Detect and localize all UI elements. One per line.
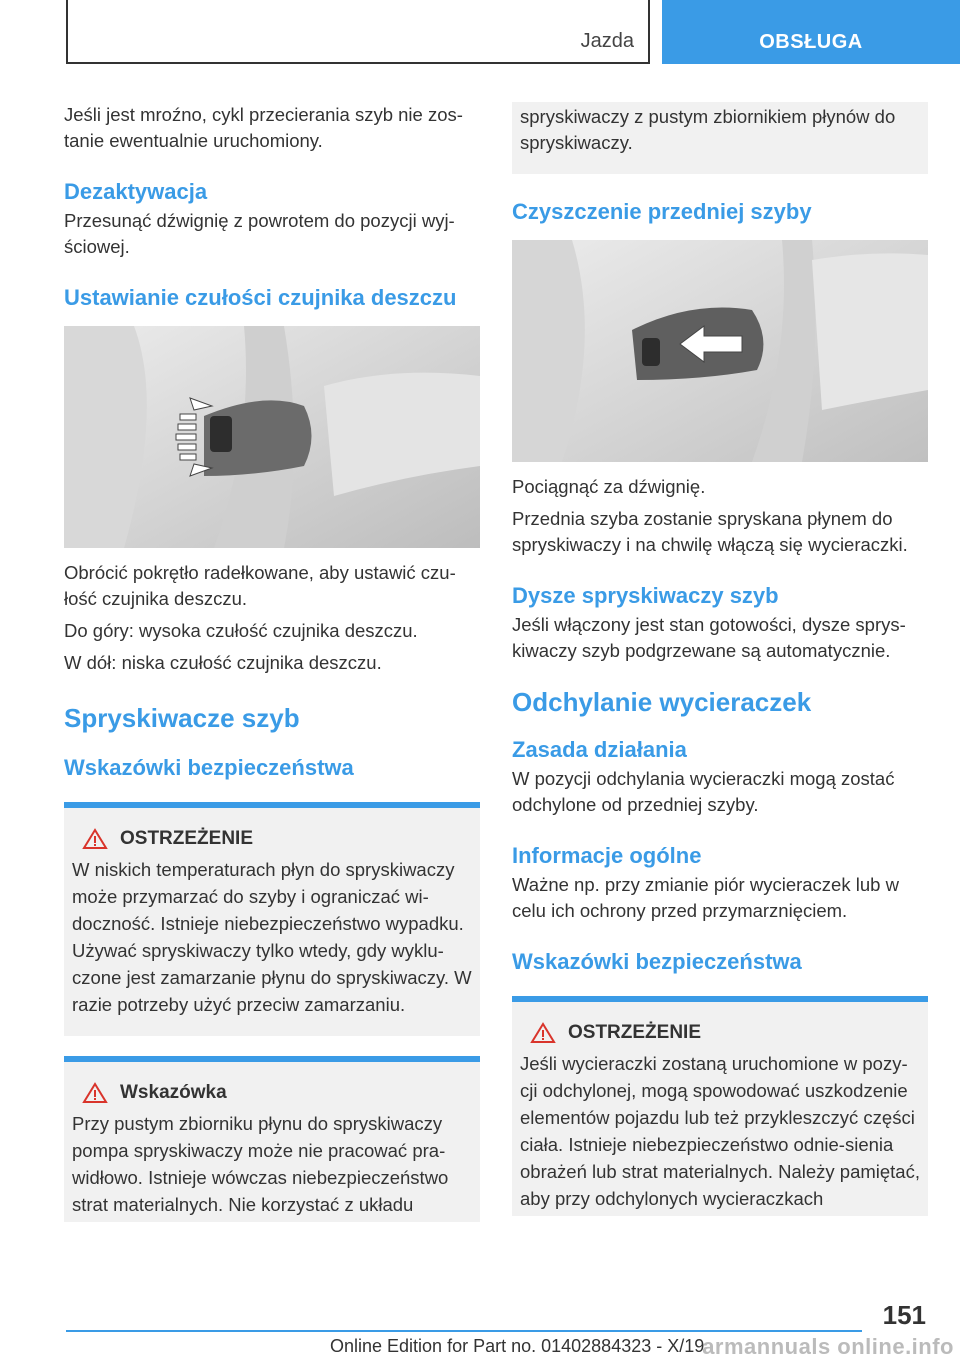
paragraph-frost: Jeśli jest mroźno, cykl przecierania szyb nie zos‐tanie ewentualnie uruchomiony. xyxy=(64,104,463,151)
paragraph-spray-result: Przednia szyba zostanie spryskana płynem do spryskiwaczy i na chwilę włączą się wycieraczki. xyxy=(512,508,908,555)
right-column xyxy=(512,102,928,1216)
warning-text-2: Jeśli wycieraczki zostaną uruchomione w pozy‐cji odchylonej, mogą spowodować uszkodzenie elementów pojazdu lub też przykleszczyć części ciała. Istnieje niebezpieczeństwo odnie‐sienia obrażeń lub strat materialnych. Należy pamiętać, aby przy odchylonych wycieraczkach xyxy=(520,1053,920,1209)
heading-deactivation: Dezaktywacja xyxy=(64,179,208,204)
heading-principle: Zasada działania xyxy=(512,737,687,762)
note-text-continued: spryskiwaczy z pustym zbiornikiem płynów do spryskiwaczy. xyxy=(520,106,896,153)
warning-triangle-icon xyxy=(82,828,108,850)
header-tab-obsluga[interactable] xyxy=(662,0,960,64)
header-frame xyxy=(66,0,650,64)
page-number: 151 xyxy=(882,1300,926,1330)
note-box-empty-tank xyxy=(64,1056,480,1222)
photo-washer-lever xyxy=(512,240,928,462)
warning-triangle-icon xyxy=(530,1022,556,1044)
left-column xyxy=(64,102,480,1222)
header-section-title: Jazda xyxy=(580,30,634,52)
photo-rain-sensor-knob xyxy=(64,326,480,548)
heading-clean-windshield: Czyszczenie przedniej szyby xyxy=(512,199,812,224)
heading-washers: Spryskiwacze szyb xyxy=(64,703,300,733)
note-box-continued xyxy=(512,102,928,174)
heading-general-info: Informacje ogólne xyxy=(512,843,702,868)
note-text: Przy pustym zbiorniku płynu do spryskiwaczy pompa spryskiwaczy może nie pracować pra‐widłowo. Istnieje wówczas niebezpieczeństwo strat materialnych. Nie korzystać z układu xyxy=(72,1113,449,1215)
photo-rain-sensor-drawing xyxy=(64,326,480,548)
note-title-row xyxy=(82,1082,472,1104)
warning-box-folded-wipers xyxy=(512,996,928,1216)
photo-washer-lever-drawing xyxy=(512,240,928,462)
warning-text: W niskich temperaturach płyn do spryskiwaczy może przymarzać do szyby i ograniczać wi‐doczność. Istnieje niebezpieczeństwo wypadku. Używać spryskiwaczy tylko wtedy, gdy wyklu‐czone jest zamarzanie płynu do spryskiwaczy. W razie potrzeby użyć przeciw zamarzaniu. xyxy=(72,859,472,1015)
warning-title-row-2 xyxy=(530,1022,920,1044)
paragraph-sensitivity-down: W dół: niska czułość czujnika deszczu. xyxy=(64,652,382,673)
heading-safety-notes: Wskazówki bezpieczeństwa xyxy=(64,755,354,780)
warning-triangle-icon xyxy=(82,1082,108,1104)
warning-box-frost xyxy=(64,802,480,1036)
paragraph-principle: W pozycji odchylania wycieraczki mogą zostać odchylone od przedniej szyby. xyxy=(512,768,895,815)
heading-safety-notes-2: Wskazówki bezpieczeństwa xyxy=(512,949,802,974)
heading-fold-wipers: Odchylanie wycieraczek xyxy=(512,687,812,717)
warning-title-2: OSTRZEŻENIE xyxy=(568,1022,702,1043)
header-tab-label: OBSŁUGA xyxy=(759,30,863,53)
paragraph-pull-lever: Pociągnąć za dźwignię. xyxy=(512,476,706,497)
heading-sensitivity: Ustawianie czułości czujnika deszczu xyxy=(64,285,457,310)
footer-divider xyxy=(66,1330,862,1332)
paragraph-sensitivity-1: Obrócić pokrętło radełkowane, aby ustawić czu‐łość czujnika deszczu. xyxy=(64,562,456,609)
paragraph-deactivation: Przesunąć dźwignię z powrotem do pozycji wyj‐ściowej. xyxy=(64,210,455,257)
heading-nozzles: Dysze spryskiwaczy szyb xyxy=(512,583,779,608)
footer-logo: armannuals online.info xyxy=(702,1334,954,1359)
note-title: Wskazówka xyxy=(120,1082,227,1103)
footer-edition: Online Edition for Part no. 01402884323 - X/19 xyxy=(330,1336,705,1356)
paragraph-sensitivity-up: Do góry: wysoka czułość czujnika deszczu. xyxy=(64,620,418,641)
warning-title: OSTRZEŻENIE xyxy=(120,828,254,849)
paragraph-nozzles: Jeśli włączony jest stan gotowości, dysze sprys‐kiwaczy szyb podgrzewane są automatycznie. xyxy=(512,614,906,661)
warning-title-row xyxy=(82,828,472,850)
paragraph-general-info: Ważne np. przy zmianie piór wycieraczek lub w celu ich ochrony przed przymarznięciem. xyxy=(512,874,899,921)
